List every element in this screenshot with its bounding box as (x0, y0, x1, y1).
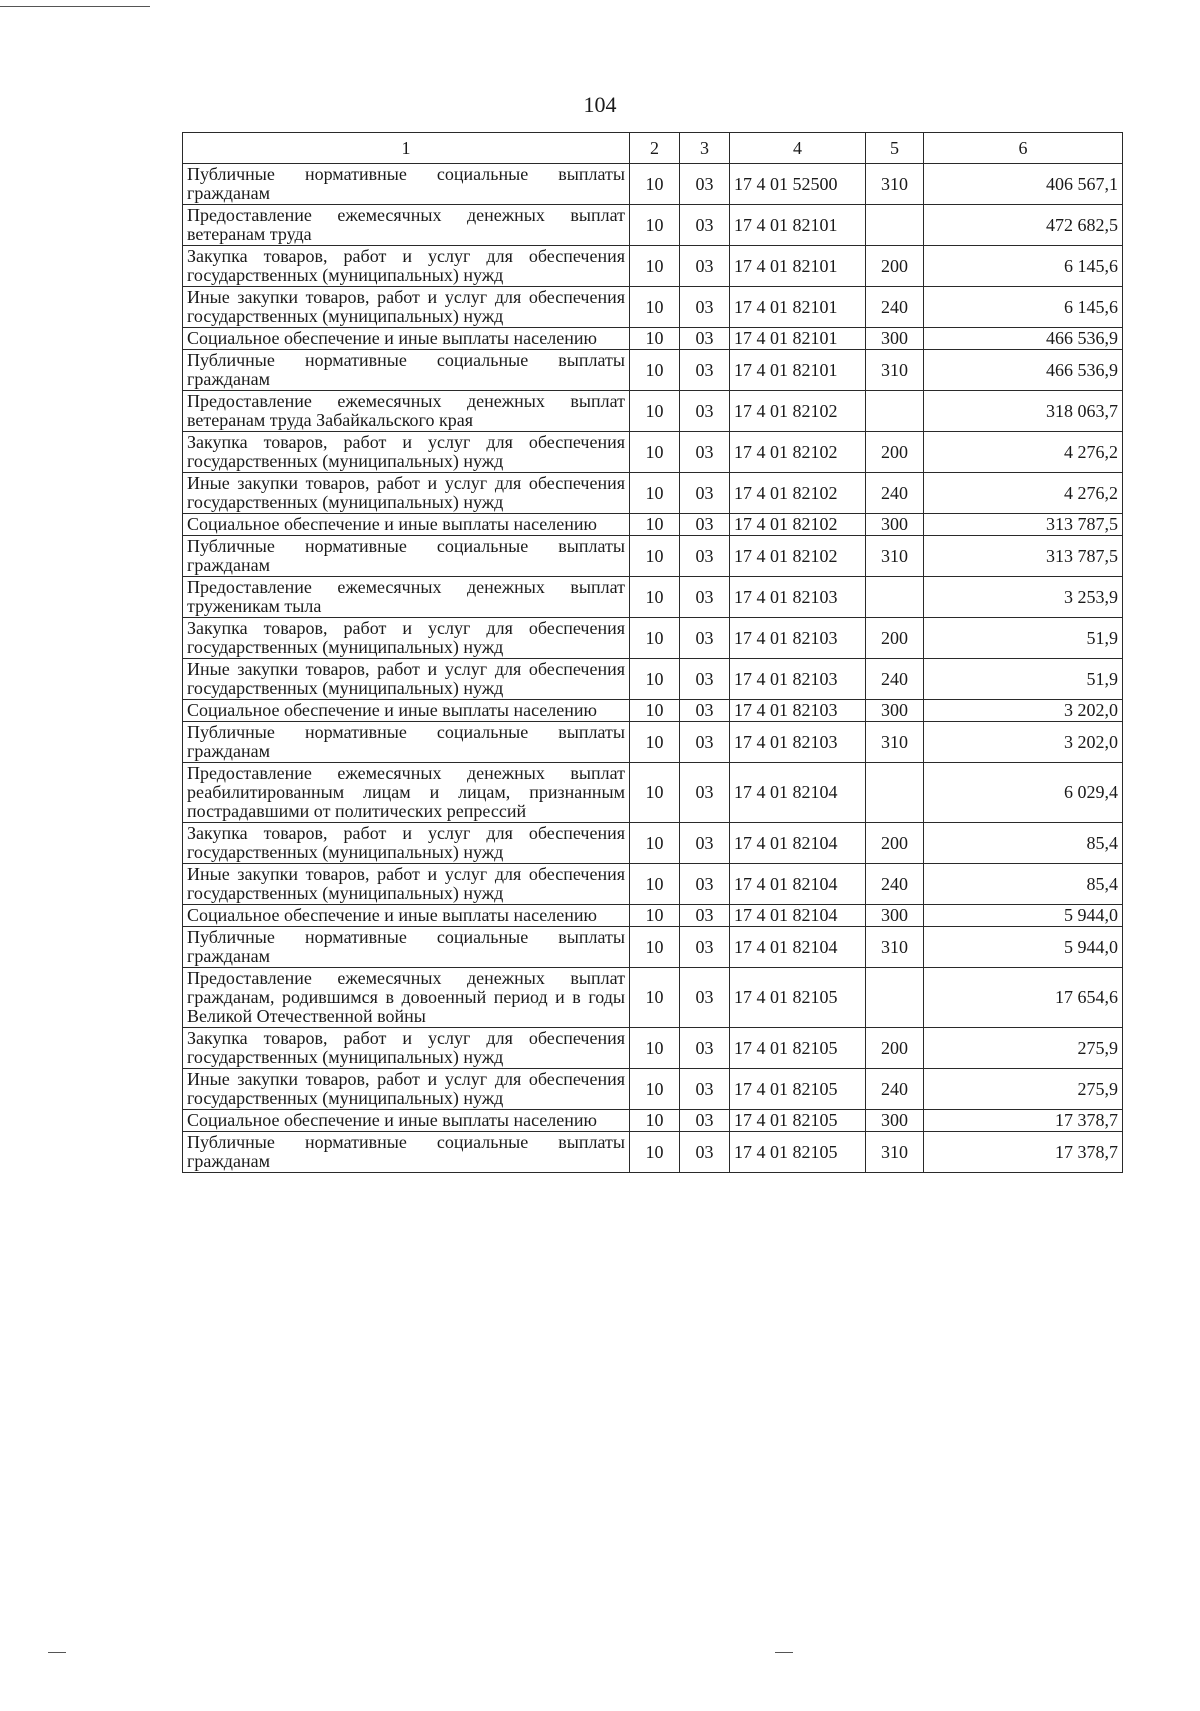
row-target-code: 17 4 01 82104 (730, 823, 866, 864)
row-target-code: 17 4 01 82103 (730, 700, 866, 722)
row-amount: 3 253,9 (924, 577, 1123, 618)
row-target-code: 17 4 01 82104 (730, 763, 866, 823)
row-target-code: 17 4 01 82105 (730, 968, 866, 1028)
header-col-4: 4 (730, 133, 866, 164)
row-section: 10 (630, 1110, 680, 1132)
row-target-code: 17 4 01 82101 (730, 328, 866, 350)
row-target-code: 17 4 01 82105 (730, 1028, 866, 1069)
row-amount: 51,9 (924, 659, 1123, 700)
row-name: Социальное обеспечение и иные выплаты населению (183, 1110, 630, 1132)
table-row (183, 1132, 1123, 1173)
row-expense-type: 240 (866, 659, 924, 700)
row-subsection: 03 (680, 1028, 730, 1069)
row-amount: 17 378,7 (924, 1132, 1123, 1173)
row-subsection: 03 (680, 164, 730, 205)
row-subsection: 03 (680, 514, 730, 536)
table-row (183, 391, 1123, 432)
row-subsection: 03 (680, 287, 730, 328)
row-amount: 6 145,6 (924, 246, 1123, 287)
row-amount: 4 276,2 (924, 473, 1123, 514)
row-amount: 5 944,0 (924, 927, 1123, 968)
row-subsection: 03 (680, 905, 730, 927)
row-subsection: 03 (680, 1110, 730, 1132)
row-section: 10 (630, 350, 680, 391)
table-row (183, 927, 1123, 968)
row-name: Публичные нормативные социальные выплаты гражданам (183, 164, 630, 205)
row-name: Предоставление ежемесячных денежных выплат гражданам, родившимся в довоенный период и в годы Великой Отечественной войны (183, 968, 630, 1028)
row-section: 10 (630, 328, 680, 350)
row-name: Публичные нормативные социальные выплаты гражданам (183, 927, 630, 968)
row-section: 10 (630, 823, 680, 864)
table-row (183, 473, 1123, 514)
row-section: 10 (630, 473, 680, 514)
row-target-code: 17 4 01 82105 (730, 1110, 866, 1132)
table-row (183, 763, 1123, 823)
row-target-code: 17 4 01 82104 (730, 927, 866, 968)
row-expense-type: 300 (866, 514, 924, 536)
row-amount: 51,9 (924, 618, 1123, 659)
row-section: 10 (630, 514, 680, 536)
row-section: 10 (630, 391, 680, 432)
row-section: 10 (630, 722, 680, 763)
row-name: Закупка товаров, работ и услуг для обеспечения государственных (муниципальных) нужд (183, 618, 630, 659)
row-name: Социальное обеспечение и иные выплаты населению (183, 328, 630, 350)
row-name: Социальное обеспечение и иные выплаты населению (183, 905, 630, 927)
row-target-code: 17 4 01 82103 (730, 618, 866, 659)
row-expense-type: 310 (866, 722, 924, 763)
header-col-2: 2 (630, 133, 680, 164)
row-expense-type: 200 (866, 618, 924, 659)
table-row (183, 864, 1123, 905)
row-section: 10 (630, 1132, 680, 1173)
row-subsection: 03 (680, 391, 730, 432)
row-expense-type: 300 (866, 1110, 924, 1132)
row-name: Иные закупки товаров, работ и услуг для обеспечения государственных (муниципальных) нужд (183, 473, 630, 514)
row-amount: 4 276,2 (924, 432, 1123, 473)
row-expense-type: 310 (866, 536, 924, 577)
row-expense-type: 300 (866, 700, 924, 722)
row-subsection: 03 (680, 328, 730, 350)
table-row (183, 350, 1123, 391)
row-subsection: 03 (680, 205, 730, 246)
row-name: Иные закупки товаров, работ и услуг для обеспечения государственных (муниципальных) нужд (183, 864, 630, 905)
header-col-1: 1 (183, 133, 630, 164)
row-expense-type: 240 (866, 1069, 924, 1110)
row-amount: 466 536,9 (924, 328, 1123, 350)
row-amount: 85,4 (924, 823, 1123, 864)
row-expense-type: 310 (866, 350, 924, 391)
table-row (183, 205, 1123, 246)
row-name: Иные закупки товаров, работ и услуг для обеспечения государственных (муниципальных) нужд (183, 287, 630, 328)
row-amount: 275,9 (924, 1028, 1123, 1069)
table-row (183, 968, 1123, 1028)
row-name: Иные закупки товаров, работ и услуг для обеспечения государственных (муниципальных) нужд (183, 659, 630, 700)
row-amount: 17 654,6 (924, 968, 1123, 1028)
row-subsection: 03 (680, 1132, 730, 1173)
table-row (183, 287, 1123, 328)
row-section: 10 (630, 1069, 680, 1110)
table-row (183, 618, 1123, 659)
row-subsection: 03 (680, 864, 730, 905)
row-subsection: 03 (680, 700, 730, 722)
row-name: Социальное обеспечение и иные выплаты населению (183, 514, 630, 536)
row-target-code: 17 4 01 82101 (730, 287, 866, 328)
row-subsection: 03 (680, 927, 730, 968)
budget-table (182, 132, 1123, 1173)
table-row (183, 722, 1123, 763)
row-section: 10 (630, 618, 680, 659)
row-section: 10 (630, 763, 680, 823)
row-amount: 275,9 (924, 1069, 1123, 1110)
row-expense-type: 310 (866, 164, 924, 205)
row-target-code: 17 4 01 82103 (730, 577, 866, 618)
row-amount: 17 378,7 (924, 1110, 1123, 1132)
row-section: 10 (630, 927, 680, 968)
row-target-code: 17 4 01 82102 (730, 473, 866, 514)
row-section: 10 (630, 246, 680, 287)
row-section: 10 (630, 432, 680, 473)
row-target-code: 17 4 01 82101 (730, 350, 866, 391)
header-col-3: 3 (680, 133, 730, 164)
row-subsection: 03 (680, 536, 730, 577)
row-name: Закупка товаров, работ и услуг для обеспечения государственных (муниципальных) нужд (183, 246, 630, 287)
row-expense-type: 240 (866, 864, 924, 905)
scan-mark-top (0, 6, 150, 7)
row-name: Предоставление ежемесячных денежных выплат ветеранам труда (183, 205, 630, 246)
row-amount: 466 536,9 (924, 350, 1123, 391)
row-section: 10 (630, 577, 680, 618)
row-amount: 472 682,5 (924, 205, 1123, 246)
row-expense-type (866, 763, 924, 823)
table-row (183, 577, 1123, 618)
row-section: 10 (630, 287, 680, 328)
table-row (183, 514, 1123, 536)
row-name: Закупка товаров, работ и услуг для обеспечения государственных (муниципальных) нужд (183, 1028, 630, 1069)
row-target-code: 17 4 01 82101 (730, 246, 866, 287)
table-body (183, 164, 1123, 1173)
row-name: Предоставление ежемесячных денежных выплат реабилитированным лицам и лицам, признанным пострадавшими от политических репрессий (183, 763, 630, 823)
row-amount: 313 787,5 (924, 514, 1123, 536)
row-name: Предоставление ежемесячных денежных выплат ветеранам труда Забайкальского края (183, 391, 630, 432)
page-number: 104 (583, 92, 617, 117)
row-amount: 406 567,1 (924, 164, 1123, 205)
row-expense-type: 240 (866, 287, 924, 328)
row-expense-type: 310 (866, 1132, 924, 1173)
row-expense-type: 240 (866, 473, 924, 514)
header-col-5: 5 (866, 133, 924, 164)
header-row (183, 133, 1123, 164)
table-row (183, 905, 1123, 927)
row-name: Публичные нормативные социальные выплаты гражданам (183, 722, 630, 763)
table-row (183, 1069, 1123, 1110)
row-expense-type: 300 (866, 905, 924, 927)
row-subsection: 03 (680, 473, 730, 514)
row-expense-type (866, 205, 924, 246)
row-amount: 318 063,7 (924, 391, 1123, 432)
row-target-code: 17 4 01 82105 (730, 1069, 866, 1110)
row-subsection: 03 (680, 432, 730, 473)
row-subsection: 03 (680, 659, 730, 700)
row-expense-type (866, 391, 924, 432)
row-expense-type: 310 (866, 927, 924, 968)
row-target-code: 17 4 01 82102 (730, 432, 866, 473)
row-name: Предоставление ежемесячных денежных выплат труженикам тыла (183, 577, 630, 618)
row-target-code: 17 4 01 82105 (730, 1132, 866, 1173)
row-subsection: 03 (680, 763, 730, 823)
row-name: Закупка товаров, работ и услуг для обеспечения государственных (муниципальных) нужд (183, 432, 630, 473)
table-row (183, 700, 1123, 722)
row-section: 10 (630, 536, 680, 577)
row-subsection: 03 (680, 823, 730, 864)
row-target-code: 17 4 01 82101 (730, 205, 866, 246)
row-amount: 5 944,0 (924, 905, 1123, 927)
row-amount: 6 029,4 (924, 763, 1123, 823)
table-row (183, 432, 1123, 473)
row-expense-type: 200 (866, 823, 924, 864)
row-amount: 3 202,0 (924, 722, 1123, 763)
row-amount: 6 145,6 (924, 287, 1123, 328)
row-amount: 3 202,0 (924, 700, 1123, 722)
table-row (183, 328, 1123, 350)
row-name: Публичные нормативные социальные выплаты гражданам (183, 536, 630, 577)
table-row (183, 246, 1123, 287)
row-target-code: 17 4 01 52500 (730, 164, 866, 205)
row-subsection: 03 (680, 1069, 730, 1110)
row-subsection: 03 (680, 350, 730, 391)
table-row (183, 1028, 1123, 1069)
row-expense-type: 200 (866, 432, 924, 473)
row-expense-type: 200 (866, 1028, 924, 1069)
row-target-code: 17 4 01 82104 (730, 905, 866, 927)
table-row (183, 164, 1123, 205)
row-section: 10 (630, 164, 680, 205)
scan-mark-bottom-center (775, 1652, 793, 1653)
header-col-6: 6 (924, 133, 1123, 164)
row-name: Иные закупки товаров, работ и услуг для обеспечения государственных (муниципальных) нужд (183, 1069, 630, 1110)
row-target-code: 17 4 01 82103 (730, 659, 866, 700)
table-row (183, 536, 1123, 577)
row-name: Закупка товаров, работ и услуг для обеспечения государственных (муниципальных) нужд (183, 823, 630, 864)
row-expense-type (866, 577, 924, 618)
row-section: 10 (630, 864, 680, 905)
row-section: 10 (630, 968, 680, 1028)
row-subsection: 03 (680, 722, 730, 763)
row-subsection: 03 (680, 618, 730, 659)
row-subsection: 03 (680, 968, 730, 1028)
row-name: Публичные нормативные социальные выплаты гражданам (183, 350, 630, 391)
row-expense-type: 200 (866, 246, 924, 287)
row-section: 10 (630, 700, 680, 722)
row-target-code: 17 4 01 82104 (730, 864, 866, 905)
table-row (183, 1110, 1123, 1132)
row-amount: 313 787,5 (924, 536, 1123, 577)
row-expense-type (866, 968, 924, 1028)
row-section: 10 (630, 905, 680, 927)
row-name: Публичные нормативные социальные выплаты гражданам (183, 1132, 630, 1173)
row-subsection: 03 (680, 577, 730, 618)
row-target-code: 17 4 01 82102 (730, 536, 866, 577)
scan-mark-bottom-left (48, 1652, 66, 1653)
table-row (183, 659, 1123, 700)
row-target-code: 17 4 01 82102 (730, 391, 866, 432)
row-section: 10 (630, 1028, 680, 1069)
row-subsection: 03 (680, 246, 730, 287)
row-name: Социальное обеспечение и иные выплаты населению (183, 700, 630, 722)
row-section: 10 (630, 205, 680, 246)
table-row (183, 823, 1123, 864)
row-section: 10 (630, 659, 680, 700)
row-amount: 85,4 (924, 864, 1123, 905)
row-target-code: 17 4 01 82102 (730, 514, 866, 536)
row-expense-type: 300 (866, 328, 924, 350)
row-target-code: 17 4 01 82103 (730, 722, 866, 763)
